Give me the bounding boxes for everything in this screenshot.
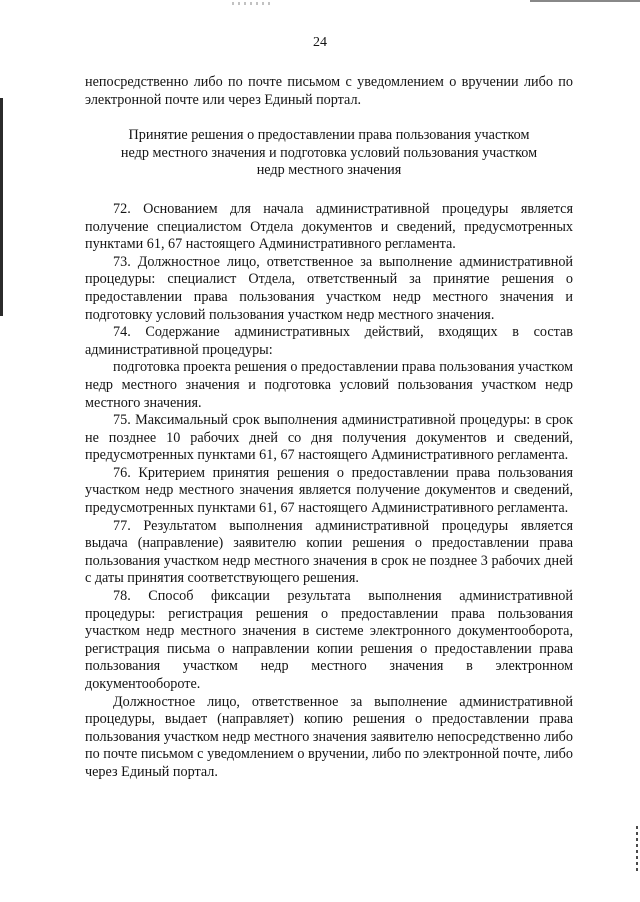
scan-edge-right <box>636 826 638 872</box>
section-heading-line-1: Принятие решения о предоставлении права пользования участком <box>128 127 530 144</box>
paragraph-74: 74. Содержание административных действий, входящих в состав административной процедуры: <box>85 324 573 358</box>
paragraph-77: 77. Результатом выполнения административной процедуры является выдача (направление) заявителю копии решения о предоставлении права пользования участком недр местного значения в срок не позднее 3 рабочих дней с даты принятия соответствующего решения. <box>85 517 573 587</box>
document-body <box>85 74 573 782</box>
paragraph-75: 75. Максимальный срок выполнения административной процедуры: в срок не позднее 10 рабочих дней со дня получения документов и сведений, предусмотренных пунктами 61, 67 настоящего Административного регламента. <box>85 412 573 464</box>
scan-edge-left <box>0 98 3 316</box>
paragraph-73: 73. Должностное лицо, ответственное за выполнение административной процедуры: специалист Отдела, ответственный за принятие решения о предоставлении права пользования участком недр местного значения и подготовку условий пользования участком недр местного значения. <box>85 253 573 323</box>
paragraph-74-item: подготовка проекта решения о предоставлении права пользования участком недр местного значения и подготовка условий пользования участком недр местного значения. <box>85 359 573 411</box>
paragraph-78: 78. Способ фиксации результата выполнения административной процедуры: регистрация решения о предоставлении права пользования участком недр местного значения в системе электронного документооборота, регистрация письма о направлении копии решения о предоставлении права пользования участком недр местного значения в электронном документообороте. <box>85 588 573 692</box>
scan-artifact-corner <box>530 0 640 2</box>
paragraph-78-official: Должностное лицо, ответственное за выполнение административной процедуры, выдает (направляет) копию решения о предоставлении права пользования участком недр местного значения заявителю непосредственно либо по почте письмом с уведомлением о вручении, либо по электронной почте, либо через Единый портал. <box>85 693 573 780</box>
section-heading-line-2: недр местного значения и подготовка условий пользования участком <box>120 144 538 161</box>
scan-artifact-top <box>232 2 272 5</box>
section-heading-line-3: недр местного значения <box>256 162 402 179</box>
page-number: 24 <box>313 35 327 50</box>
section-heading <box>85 127 573 180</box>
paragraph-76: 76. Критерием принятия решения о предоставлении права пользования участком недр местного значения является получение документов и сведений, предусмотренных пунктами 61, 67 настоящего Административного регламента. <box>85 464 573 517</box>
paragraph-72: 72. Основанием для начала административной процедуры является получение специалистом Отдела документов и сведений, предусмотренных пунктами 61, 67 настоящего Административного регламента. <box>85 200 573 253</box>
intro-paragraph: непосредственно либо по почте письмом с уведомлением о вручении либо по электронной почте или через Единый портал. <box>85 74 573 108</box>
